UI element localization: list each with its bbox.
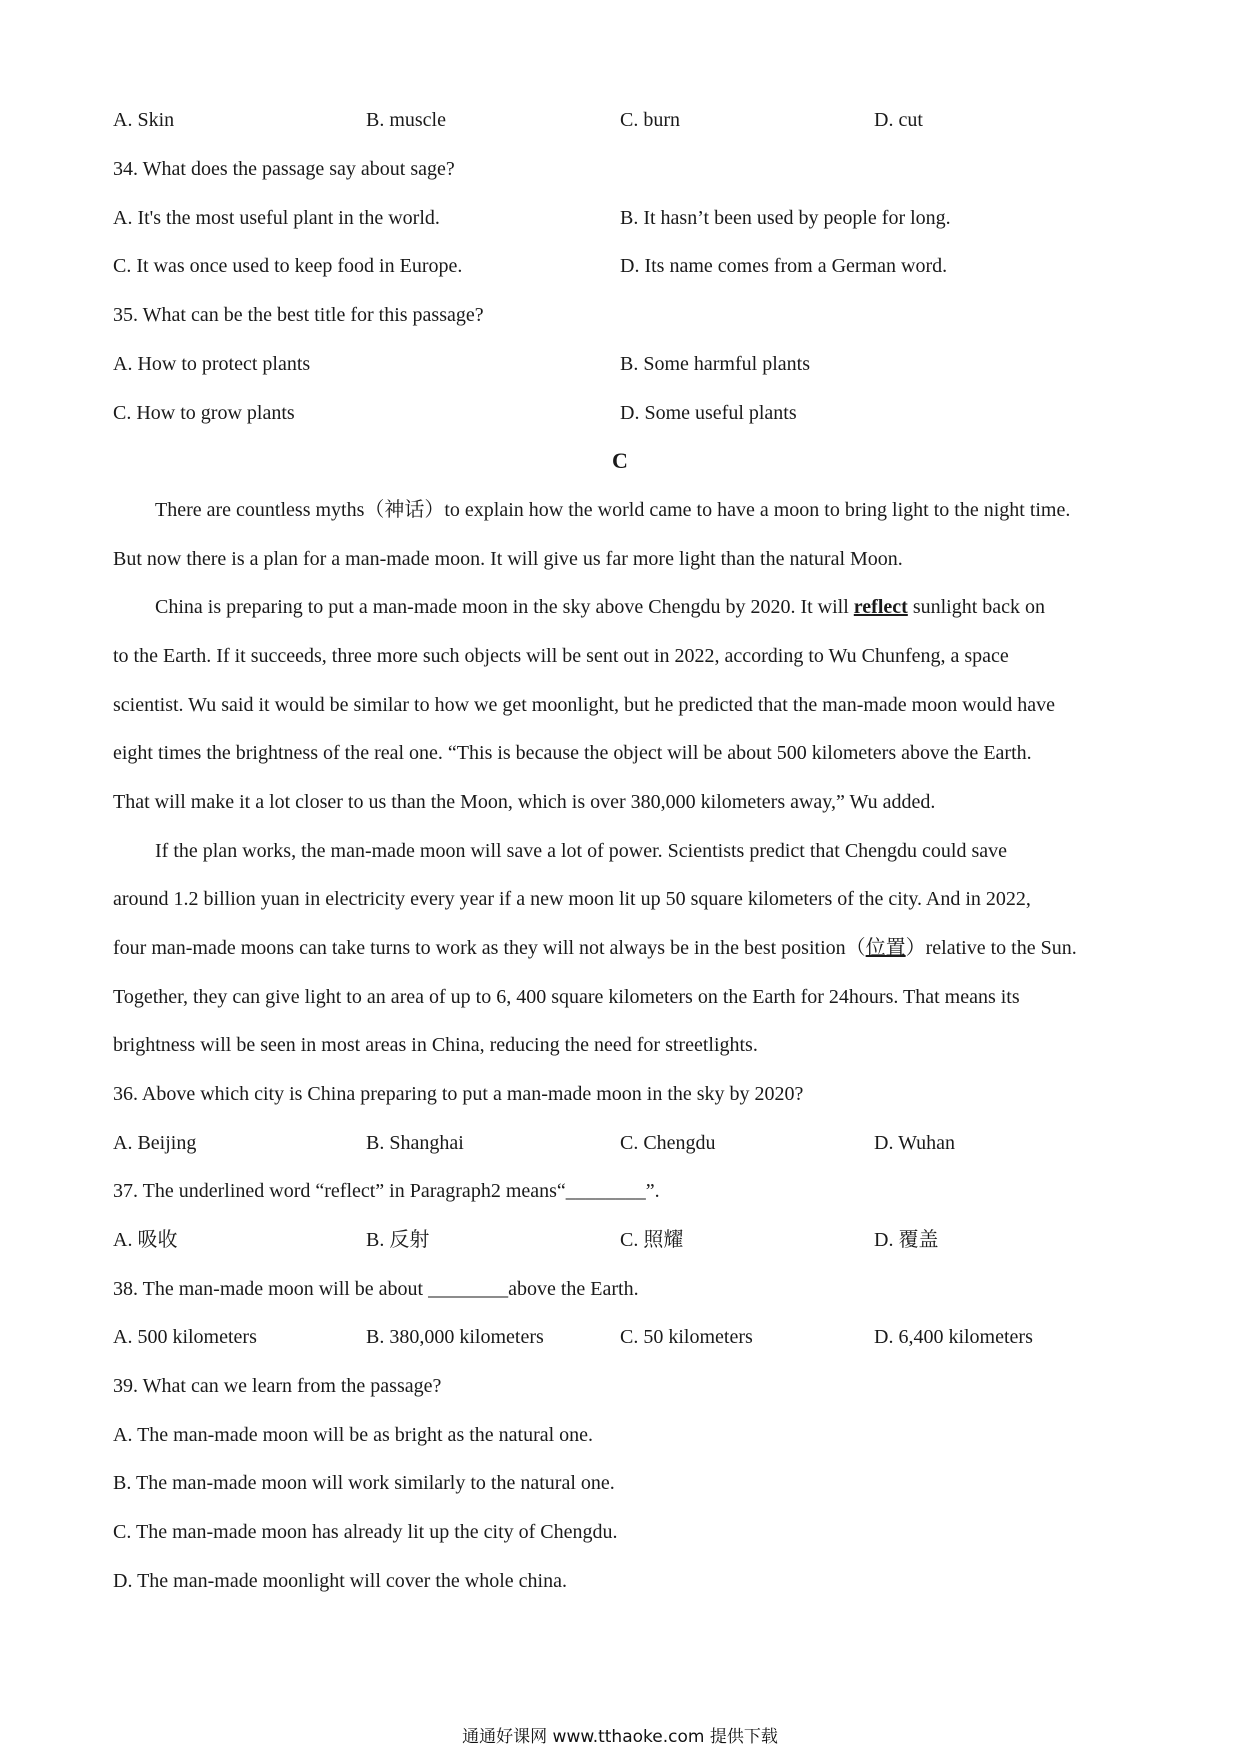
q37-option-d: D. 覆盖 [874, 1229, 939, 1251]
q34-stem: 34. What does the passage say about sage? [113, 158, 455, 180]
passage-line [113, 936, 1077, 960]
q39-option-d: D. The man-made moonlight will cover the whole china. [113, 1570, 567, 1592]
q39-option-c: C. The man-made moon has already lit up the city of Chengdu. [113, 1521, 618, 1543]
q35-stem: 35. What can be the best title for this passage? [113, 304, 484, 326]
q34-option-c: C. It was once used to keep food in Europe. [113, 255, 463, 277]
q36-option-c: C. Chengdu [620, 1132, 716, 1154]
q35-option-a: A. How to protect plants [113, 353, 311, 375]
passage-line [155, 595, 1045, 619]
q36-stem: 36. Above which city is China preparing to put a man-made moon in the sky by 2020? [113, 1083, 804, 1105]
passage-line: brightness will be seen in most areas in China, reducing the need for streetlights. [113, 1034, 758, 1056]
q35-option-c: C. How to grow plants [113, 402, 295, 424]
q34-option-a: A. It's the most useful plant in the world. [113, 207, 440, 229]
q33-option-c: C. burn [620, 109, 680, 131]
passage-line: But now there is a plan for a man-made moon. It will give us far more light than the natural Moon. [113, 548, 903, 570]
q34-option-d: D. Its name comes from a German word. [620, 255, 948, 277]
q36-option-a: A. Beijing [113, 1132, 197, 1154]
passage-text: China is preparing to put a man-made moon in the sky above Chengdu by 2020. It will [155, 596, 854, 618]
q38-option-c: C. 50 kilometers [620, 1326, 753, 1348]
q35-option-d: D. Some useful plants [620, 402, 797, 424]
q38-option-a: A. 500 kilometers [113, 1326, 257, 1348]
q37-option-b: B. 反射 [366, 1229, 430, 1251]
q35-option-b: B. Some harmful plants [620, 353, 810, 375]
underlined-chinese: 位置 [865, 937, 906, 959]
passage-text: ）relative to the Sun. [905, 937, 1077, 959]
q33-option-d: D. cut [874, 109, 923, 131]
q36-option-d: D. Wuhan [874, 1132, 956, 1154]
q37-stem: 37. The underlined word “reflect” in Paragraph2 means“________”. [113, 1180, 660, 1202]
footer-watermark: 通通好课网 www.tthaoke.com 提供下载 [462, 1727, 778, 1747]
passage-text: sunlight back on [907, 596, 1046, 618]
passage-line: to the Earth. If it succeeds, three more such objects will be sent out in 2022, according to Wu Chunfeng, a space [113, 645, 1009, 667]
passage-line: around 1.2 billion yuan in electricity every year if a new moon lit up 50 square kilometers of the city. And in 2022, [113, 888, 1031, 910]
passage-text: four man-made moons can take turns to work as they will not always be in the best position（ [113, 937, 866, 959]
q33-option-a: A. Skin [113, 109, 175, 131]
passage-line: That will make it a lot closer to us than the Moon, which is over 380,000 kilometers away,” Wu added. [113, 791, 936, 813]
q38-option-d: D. 6,400 kilometers [874, 1326, 1033, 1348]
passage-line: scientist. Wu said it would be similar to how we get moonlight, but he predicted that the man-made moon would have [113, 694, 1055, 716]
underlined-keyword: reflect [853, 596, 908, 618]
q34-option-b: B. It hasn’t been used by people for long. [620, 207, 951, 229]
q36-option-b: B. Shanghai [366, 1132, 464, 1154]
passage-line: Together, they can give light to an area of up to 6, 400 square kilometers on the Earth for 24hours. That means its [113, 986, 1020, 1008]
passage-line: There are countless myths（神话）to explain how the world came to have a moon to bring light to the night time. [155, 499, 1071, 521]
q39-option-b: B. The man-made moon will work similarly to the natural one. [113, 1472, 615, 1494]
q39-stem: 39. What can we learn from the passage? [113, 1375, 442, 1397]
q38-option-b: B. 380,000 kilometers [366, 1326, 544, 1348]
q39-option-a: A. The man-made moon will be as bright as the natural one. [113, 1424, 594, 1446]
q33-option-b: B. muscle [366, 109, 446, 131]
section-heading: C [612, 448, 628, 473]
q38-stem: 38. The man-made moon will be about ________above the Earth. [113, 1278, 639, 1300]
passage-line: eight times the brightness of the real one. “This is because the object will be about 500 kilometers above the Earth. [113, 742, 1032, 764]
q37-option-a: A. 吸收 [113, 1229, 178, 1251]
passage-line: If the plan works, the man-made moon will save a lot of power. Scientists predict that Chengdu could save [155, 840, 1008, 862]
q37-option-c: C. 照耀 [620, 1229, 684, 1251]
